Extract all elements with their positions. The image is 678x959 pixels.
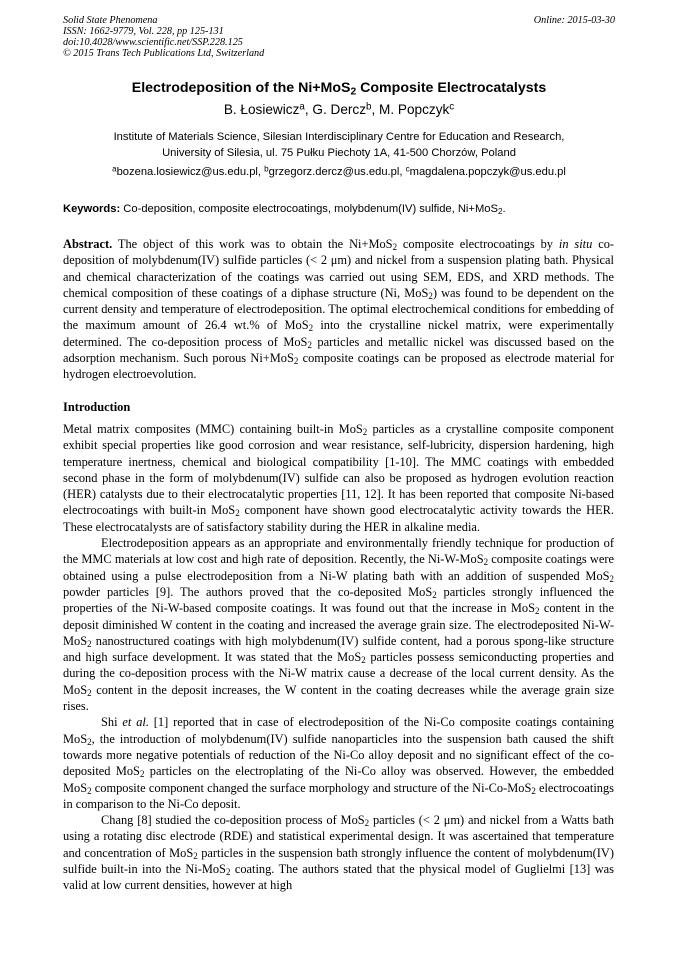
- section-heading-introduction: Introduction: [63, 400, 131, 414]
- journal-doi[interactable]: doi:10.4028/www.scientific.net/SSP.228.125: [63, 37, 243, 48]
- author-list: B. Łosiewicz$^a$, G. Dercz$^b$, M. Popczyk$^c$: [223, 101, 455, 117]
- online-date: Online: 2015-03-30: [533, 15, 615, 26]
- paragraph: Metal matrix composites (MMC) containing built-in MoS$_2$ particles as a crystalline composite component exhibit special properties like good corrosion and wear resistance, self-lubricity, dispersion hardening, high temperature inertness, chemical and biological compatibility [1-10]. The MMC coatings with embedded second phase in the form of molybdenum(IV) sulfide can also be proposed as hydrogen evolution reaction (HER) catalysts due to their electrocatalytic properties [11, 12]. It has been reported that composite Ni-based electrocoatings with built-in MoS$_2$ component have shown good electrocatalytic activity towards the HER. These electrocatalysts are of satisfactory stability during the HER in alkaline media.: [63, 422, 614, 534]
- email-link[interactable]: grzegorz.dercz@us.edu.pl: [268, 166, 400, 178]
- email-link[interactable]: magdalena.popczyk@us.edu.pl: [409, 166, 566, 178]
- affiliation-line: Institute of Materials Science, Silesian Interdisciplinary Centre for Education and Research,: [113, 131, 565, 143]
- author-emails: $^a$bozena.losiewicz@us.edu.pl, $^b$grzegorz.dercz@us.edu.pl, $^c$magdalena.popczyk@us.edu.pl: [112, 164, 566, 178]
- abstract-label: Abstract.: [63, 237, 113, 251]
- introduction-body: [63, 421, 614, 894]
- paper-title: Electrodeposition of the Ni+MoS$_2$ Composite Electrocatalysts: [131, 80, 547, 98]
- affiliation-line: University of Silesia, ul. 75 Pułku Piechoty 1A, 41-500 Chorzów, Poland: [162, 147, 516, 159]
- author-name: G. Dercz: [312, 102, 367, 117]
- paragraph: Shi et al. [1] reported that in case of electrodeposition of the Ni-Co composite coatings containing MoS$_2$, the introduction of molybdenum(IV) sulfide nanoparticles into the suspension bath caused the shift towards more negative potentials of reduction of the Ni-Co alloy deposit and no significant effect of the co-deposited MoS$_2$ particles on the electroplating of the Ni-Co alloy was observed. However, the embedded MoS$_2$ composite component changed the surface morphology and structure of the Ni-Co-MoS$_2$ electrocoatings in comparison to the Ni-Co deposit.: [63, 715, 614, 811]
- email-link[interactable]: bozena.losiewicz@us.edu.pl: [116, 166, 258, 178]
- paragraph: Chang [8] studied the co-deposition process of MoS$_2$ particles (< 2 μm) and nickel from a Watts bath using a rotating disc electrode (RDE) and statistical experimental design. It was ascertained that temperature and concentration of MoS$_2$ particles in the suspension bath strongly influence the content of molybdenum(IV) sulfide built-in into the Ni-MoS$_2$ coating. The authors stated that the physical model of Guglielmi [13] was valid at low current densities, however at high: [63, 813, 614, 893]
- author-name: B. Łosiewicz: [223, 102, 300, 117]
- journal-issn: ISSN: 1662-9779, Vol. 228, pp 125-131: [63, 26, 224, 37]
- paragraph: Electrodeposition appears as an appropriate and environmentally friendly technique for production of the MMC materials at low cost and high rate of deposition. Recently, the Ni-W-MoS$_2$ composite coatings were obtained using a pulse electrodeposition from a Ni-W plating bath with an addition of suspended MoS$_2$ powder particles [9]. The authors proved that the co-deposited MoS$_2$ particles strongly influenced the properties of the Ni-W-based composite coatings. It was found out that the increase in MoS$_2$ content in the deposit diminished W content in the coating and increased the average grain size. The electrodeposited Ni-W-MoS$_2$ nanostructured coatings with high molybdenum(IV) sulfide content, had a porous spong-like structure and high surface development. It was stated that the MoS$_2$ particles possess semiconducting properties and during the co-deposition process with the Ni-W matrix cause a decrease of the local current density. As the MoS$_2$ content in the deposit increases, the W content in the coating decreases while the average grain size rises.: [63, 536, 615, 714]
- journal-name: Solid State Phenomena: [63, 15, 158, 26]
- author-name: M. Popczyk: [379, 102, 450, 117]
- journal-copyright: © 2015 Trans Tech Publications Ltd, Switzerland: [63, 48, 265, 59]
- keywords: Keywords: Co-deposition, composite electrocoatings, molybdenum(IV) sulfide, Ni+MoS$_2$.: [63, 203, 506, 217]
- abstract: Abstract. The object of this work was to obtain the Ni+MoS$_2$ composite electrocoatings by in situ co-deposition of molybdenum(IV) sulfide particles (< 2 μm) and nickel from a suspension plating bath. Physical and chemical characterization of the coatings was carried out using SEM, EDS, and XRD methods. The chemical composition of these coatings of a diphase structure (Ni, MoS$_2$) was found to be dependent on the current density and temperature of electrodeposition. The optimal electrochemical conditions for embedding of the maximum amount of 26.4 wt.% of MoS$_2$ into the crystalline nickel matrix, were experimentally determined. The co-deposition process of MoS$_2$ particles and metallic nickel was discussed based on the adsorption mechanism. Such porous Ni+MoS$_2$ composite coatings can be proposed as electrode material for hydrogen electroevolution.: [63, 237, 615, 382]
- journal-header: [63, 15, 264, 59]
- keywords-label: Keywords:: [63, 203, 121, 215]
- affiliation: [40, 129, 638, 161]
